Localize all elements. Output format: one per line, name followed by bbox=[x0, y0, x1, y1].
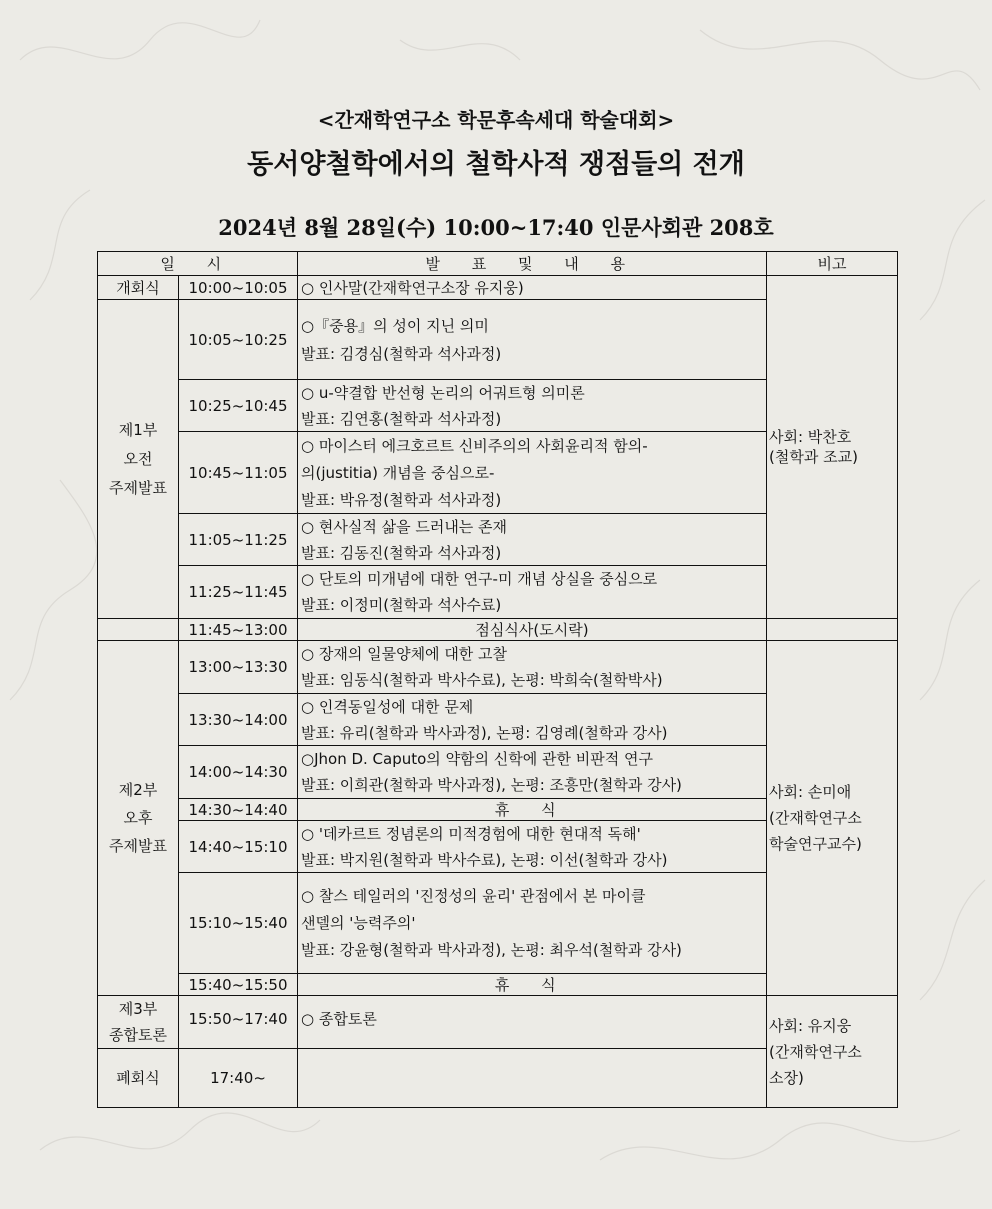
talk-presenter: 발표: 임동식(철학과 박사수료), 논평: 박희숙(철학박사) bbox=[301, 671, 663, 689]
time-cell: 13:00~13:30 bbox=[179, 641, 298, 694]
talk-presenter: 발표: 유리(철학과 박사과정), 논평: 김영례(철학과 강사) bbox=[301, 723, 668, 742]
talk-title: ○『중용』의 성이 지닌 의미 bbox=[301, 316, 489, 335]
talk-presenter: 발표: 박유정(철학과 석사과정) bbox=[301, 490, 502, 509]
session-label-opening: 개회식 bbox=[98, 276, 179, 300]
note-line: (간재학연구소 bbox=[769, 809, 862, 827]
note-cell-part1 bbox=[767, 276, 898, 619]
talk-presenter: 발표: 김연홍(철학과 석사과정) bbox=[301, 409, 502, 428]
talk-title: 샌델의 '능력주의' bbox=[301, 914, 416, 932]
content-cell: ○ 종합토론 bbox=[298, 996, 767, 1049]
time-cell: 15:40~15:50 bbox=[179, 974, 298, 996]
content-cell bbox=[298, 380, 767, 432]
talk-title: ○ 단토의 미개념에 대한 연구-미 개념 상실을 중심으로 bbox=[301, 570, 658, 588]
event-date-line: 2024년 8월 28일(수) 10:00~17:40 인문사회관 208호 bbox=[218, 215, 774, 240]
time-cell: 11:25~11:45 bbox=[179, 566, 298, 619]
note-cell-part2 bbox=[767, 641, 898, 996]
content-cell bbox=[298, 873, 767, 974]
session-label-part2 bbox=[98, 641, 179, 996]
session-label-line: 제2부 bbox=[118, 781, 158, 799]
table-row bbox=[98, 641, 898, 694]
session-label-line: 오전 bbox=[123, 450, 153, 468]
session-label-closing: 폐회식 bbox=[98, 1049, 179, 1108]
time-cell: 14:00~14:30 bbox=[179, 746, 298, 799]
content-cell: ○ 인사말(간재학연구소장 유지웅) bbox=[298, 276, 767, 300]
talk-title: ○ '데카르트 정념론의 미적경험에 대한 현대적 독해' bbox=[301, 824, 641, 843]
event-title: 동서양철학에서의 철학사적 쟁점들의 전개 bbox=[247, 149, 745, 180]
content-cell bbox=[298, 566, 767, 619]
note-cell-part3 bbox=[767, 996, 898, 1108]
session-label-line: 제1부 bbox=[118, 421, 158, 439]
time-cell: 11:45~13:00 bbox=[179, 619, 298, 641]
talk-presenter: 발표: 강윤형(철학과 박사과정), 논평: 최우석(철학과 강사) bbox=[301, 941, 682, 959]
note-line: 사회: 박찬호 bbox=[769, 428, 852, 446]
content-cell bbox=[298, 300, 767, 380]
empty-label-cell bbox=[98, 619, 179, 641]
session-label-line: 종합토론 bbox=[109, 1026, 167, 1044]
talk-presenter: 발표: 김경심(철학과 석사과정) bbox=[301, 344, 502, 363]
time-cell: 11:05~11:25 bbox=[179, 514, 298, 566]
note-line: 학술연구교수) bbox=[769, 835, 862, 853]
talk-title: 의(justitia) 개념을 중심으로- bbox=[301, 463, 495, 482]
content-cell bbox=[298, 514, 767, 566]
talk-title: ○ 마이스터 에크호르트 신비주의의 사회윤리적 함의- bbox=[301, 436, 648, 455]
talk-presenter: 발표: 이정미(철학과 석사수료) bbox=[301, 596, 502, 614]
content-cell bbox=[298, 694, 767, 746]
time-cell: 17:40~ bbox=[179, 1049, 298, 1108]
time-cell: 14:40~15:10 bbox=[179, 821, 298, 873]
session-label-part1 bbox=[98, 300, 179, 619]
session-label-line: 제3부 bbox=[118, 1000, 158, 1018]
content-cell bbox=[298, 432, 767, 514]
empty-note-cell bbox=[767, 619, 898, 641]
break-cell: 휴 식 bbox=[298, 974, 767, 996]
talk-presenter: 발표: 박지원(철학과 박사수료), 논평: 이선(철학과 강사) bbox=[301, 850, 668, 869]
table-row bbox=[98, 619, 898, 641]
talk-presenter: 발표: 김동진(철학과 석사과정) bbox=[301, 543, 502, 562]
time-cell: 10:45~11:05 bbox=[179, 432, 298, 514]
table-row bbox=[98, 276, 898, 300]
talk-title: ○ u-약결합 반선형 논리의 어궈트형 의미론 bbox=[301, 383, 585, 402]
lunch-cell: 점심식사(도시락) bbox=[298, 619, 767, 641]
session-label-line: 주제발표 bbox=[109, 837, 167, 855]
note-line: 사회: 유지웅 bbox=[769, 1016, 852, 1035]
table-header-row bbox=[98, 252, 898, 276]
time-cell: 13:30~14:00 bbox=[179, 694, 298, 746]
session-label-line: 주제발표 bbox=[109, 479, 167, 497]
content-cell bbox=[298, 821, 767, 873]
note-line: (철학과 조교) bbox=[769, 448, 858, 466]
event-subtitle: <간재학연구소 학문후속세대 학술대회> bbox=[317, 108, 675, 132]
content-cell bbox=[298, 641, 767, 694]
time-cell: 10:05~10:25 bbox=[179, 300, 298, 380]
session-label-part3 bbox=[98, 996, 179, 1049]
content-cell bbox=[298, 746, 767, 799]
talk-title: ○ 찰스 테일러의 '진정성의 윤리' 관점에서 본 마이클 bbox=[301, 887, 646, 905]
talk-title: ○ 인격동일성에 대한 문제 bbox=[301, 697, 474, 716]
break-cell: 휴 식 bbox=[298, 799, 767, 821]
talk-presenter: 발표: 이희관(철학과 박사과정), 논평: 조흥만(철학과 강사) bbox=[301, 776, 682, 794]
time-cell: 14:30~14:40 bbox=[179, 799, 298, 821]
note-line: (간재학연구소 bbox=[769, 1042, 862, 1061]
time-cell: 10:00~10:05 bbox=[179, 276, 298, 300]
column-header-note: 비고 bbox=[767, 252, 898, 276]
note-line: 소장) bbox=[769, 1068, 804, 1087]
column-header-datetime: 일 시 bbox=[98, 252, 298, 276]
empty-content-cell bbox=[298, 1049, 767, 1108]
column-header-content: 발 표 및 내 용 bbox=[298, 252, 767, 276]
table-row bbox=[98, 996, 898, 1049]
talk-title: ○ 장재의 일물양체에 대한 고찰 bbox=[301, 645, 508, 663]
talk-title: ○Jhon D. Caputo의 약함의 신학에 관한 비판적 연구 bbox=[301, 750, 654, 768]
talk-title: ○ 현사실적 삶을 드러내는 존재 bbox=[301, 517, 508, 536]
schedule-table bbox=[97, 251, 898, 1108]
time-cell: 15:50~17:40 bbox=[179, 996, 298, 1049]
session-label-line: 오후 bbox=[123, 809, 153, 827]
time-cell: 15:10~15:40 bbox=[179, 873, 298, 974]
time-cell: 10:25~10:45 bbox=[179, 380, 298, 432]
note-line: 사회: 손미애 bbox=[769, 783, 852, 801]
